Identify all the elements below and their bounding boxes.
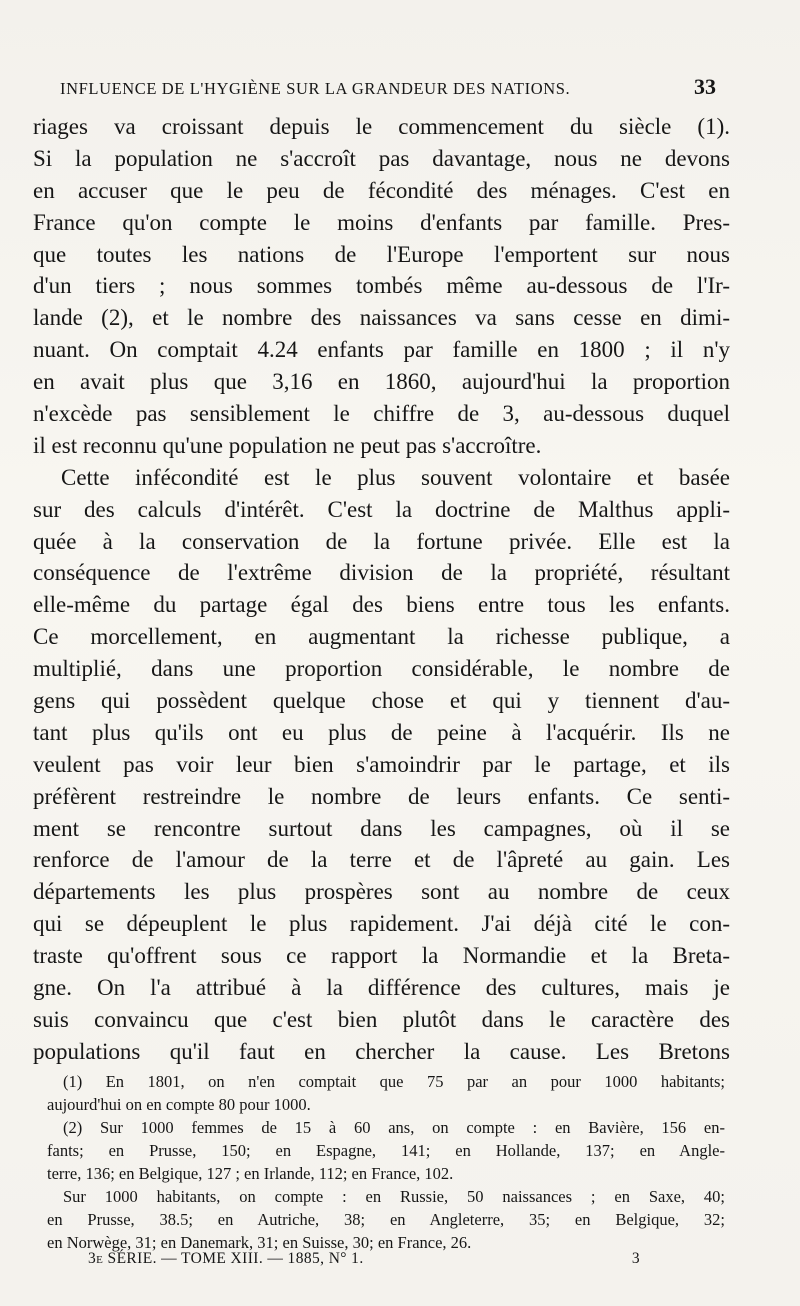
footnotes [47, 1070, 725, 1254]
signature-line [88, 1250, 640, 1268]
body-line: gne. On l'a attribué à la différence des cultures, mais je [33, 975, 730, 1001]
body-line: nuant. On comptait 4.24 enfants par famille en 1800 ; il n'y [33, 337, 730, 363]
body-line: que toutes les nations de l'Europe l'emportent sur nous [33, 241, 730, 267]
body-line: traste qu'offrent sous ce rapport la Normandie et la Breta- [33, 943, 730, 969]
body-text [33, 111, 730, 1068]
footnote-2: (2) Sur 1000 femmes de 15 à 60 ans, on compte : en Bavière, 156 en- [63, 1118, 725, 1137]
body-line: renforce de l'amour de la terre et de l'âpreté au gain. Les [33, 847, 730, 873]
body-line: sur des calculs d'intérêt. C'est la doctrine de Malthus appli- [33, 496, 730, 522]
footnote-line: en Norwège, 31; en Danemark, 31; en Suisse, 30; en France, 26. [47, 1233, 472, 1252]
footnote-line: aujourd'hui on en compte 80 pour 1000. [47, 1095, 311, 1114]
body-line: préfèrent restreindre le nombre de leurs enfants. Ce senti- [33, 783, 730, 809]
body-line: Si la population ne s'accroît pas davantage, nous ne devons [33, 145, 730, 171]
body-line: Ce morcellement, en augmentant la richesse publique, a [33, 624, 730, 650]
body-line: conséquence de l'extrême division de la propriété, résultant [33, 560, 730, 586]
running-header [60, 74, 716, 104]
body-line: tant plus qu'ils ont eu plus de peine à l'acquérir. Ils ne [33, 719, 730, 745]
footnote-line: Sur 1000 habitants, on compte : en Russie, 50 naissances ; en Saxe, 40; [63, 1187, 725, 1206]
paragraph-start: Cette infécondité est le plus souvent volontaire et basée [61, 464, 730, 490]
body-line: ment se rencontre surtout dans les campagnes, où il se [33, 815, 730, 841]
body-line: en avait plus que 3,16 en 1860, aujourd'hui la proportion [33, 369, 730, 395]
footnote-line: en Prusse, 38.5; en Autriche, 38; en Angleterre, 35; en Belgique, 32; [47, 1210, 725, 1229]
body-line: qui se dépeuplent le plus rapidement. J'ai déjà cité le con- [33, 911, 730, 937]
body-line: quée à la conservation de la fortune privée. Elle est la [33, 528, 730, 554]
footnote-line: terre, 136; en Belgique, 127 ; en Irlande, 112; en France, 102. [47, 1164, 454, 1183]
body-line: départements les plus prospères sont au nombre de ceux [33, 879, 730, 905]
body-line: multiplié, dans une proportion considérable, le nombre de [33, 656, 730, 682]
body-line: en accuser que le peu de fécondité des ménages. C'est en [33, 177, 730, 203]
body-line: lande (2), et le nombre des naissances va sans cesse en dimi- [33, 305, 730, 331]
body-line: elle-même du partage égal des biens entre tous les enfants. [33, 592, 730, 618]
signature-mark: 3 [631, 1250, 640, 1267]
body-line: d'un tiers ; nous sommes tombés même au-dessous de l'Ir- [33, 273, 730, 299]
footnote-line: fants; en Prusse, 150; en Espagne, 141; en Hollande, 137; en Angle- [47, 1141, 725, 1160]
body-line: suis convaincu que c'est bien plutôt dans le caractère des [33, 1006, 730, 1032]
body-line: riages va croissant depuis le commencement du siècle (1). [33, 114, 730, 139]
footnote-1: (1) En 1801, on n'en comptait que 75 par an pour 1000 habitants; [63, 1072, 725, 1091]
body-line: n'excède pas sensiblement le chiffre de 3, au-dessous duquel [33, 401, 730, 427]
body-line: veulent pas voir leur bien s'amoindrir par le partage, et ils [33, 751, 730, 777]
page-number: 33 [694, 74, 716, 99]
body-line: il est reconnu qu'une population ne peut pas s'accroître. [33, 432, 542, 458]
series-volume-info: 3e SÉRIE. — TOME XIII. — 1885, N° 1. [88, 1250, 364, 1267]
body-line: France qu'on compte le moins d'enfants par famille. Pres- [33, 209, 730, 235]
body-line: populations qu'il faut en chercher la cause. Les Bretons [33, 1038, 730, 1064]
running-title: INFLUENCE DE L'HYGIÈNE SUR LA GRANDEUR DES NATIONS. [60, 79, 571, 98]
body-line: gens qui possèdent quelque chose et qui y tiennent d'au- [33, 688, 730, 714]
